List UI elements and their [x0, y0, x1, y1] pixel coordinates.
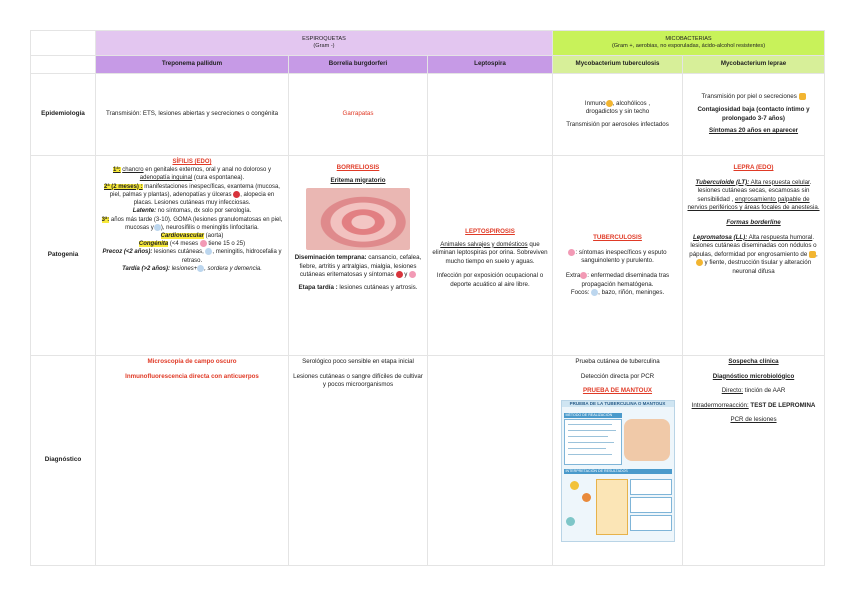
epi-leprae [683, 74, 825, 156]
result-icon-1 [570, 481, 579, 490]
orina-text: que eliminan leptospiras por orina. Sobreviven mucho tiempo en suelo y aguas. [432, 240, 548, 265]
diag-trep-2: Inmunofluorescencia directa con anticuerpos [125, 372, 259, 380]
diag-borr-1: Serológico poco sensible en etapa inicial [302, 358, 414, 365]
result-icon-2 [582, 493, 591, 502]
epi-leprae-2: Contagiosidad baja (contacto íntimo y prolongado 3-7 años) [697, 105, 810, 122]
stage-3-text: años más tarde (3-10). GOMA (lesiones granulomatosas en piel, mucosas y [109, 216, 283, 231]
infographic-title: PRUEBA DE LA TUBERCULINA O MANTOUX [562, 401, 674, 407]
tuberculoide-text: . lesiones cutáneas secas, escamosas sin sensibilidad , [697, 178, 812, 203]
tardia-text: lesiones+ [170, 266, 198, 273]
infographic-method-bar: MÉTODO DE REALIZACIÓN [564, 413, 622, 418]
lepra-borderline: - Formas borderline [687, 219, 820, 228]
row-patogenia [31, 156, 825, 356]
stage-2-tag: 2ª (2 meses) : [104, 183, 143, 190]
diag-tb-1: Prueba cutánea de tuberculina [575, 358, 660, 365]
result-box-1 [630, 479, 672, 495]
leptospirosis-animales [432, 241, 548, 267]
stage-1-text: en genitales externos, oral y anal no doloroso y [143, 167, 271, 174]
comparison-table [30, 30, 825, 566]
pulmonar-text: : síntomas inespecíficos y esputo sanguinolento y purulento. [575, 248, 667, 265]
micobacterias-subtitle: (Gram +, aerobias, no esporuladas, ácido-alcohol resistentes) [611, 43, 766, 49]
ear-icon [696, 259, 703, 266]
tuberculoide-nervios: engrosamiento palpable de nervios periféricos y áreas focales de anestesia. [687, 195, 820, 212]
diseminacion-tag: Diseminación temprana: [294, 254, 367, 262]
congenita-text-2: tiene 15 o 25) [206, 241, 246, 248]
sifilis-latente [100, 207, 284, 215]
directo-tag: Directo: [721, 387, 744, 395]
focos-text: , bazo, riñón, meninges. [598, 289, 665, 297]
eritema-title: Eritema migratorio [330, 176, 386, 184]
column-header-tuberculosis: Mycobacterium tuberculosis [553, 56, 683, 74]
precoz-text-2: , meningitis, hidrocefalia y retraso. [181, 249, 282, 264]
diag-lep-5: - PCR de lesiones [687, 416, 820, 425]
chancro-text: chancro [122, 167, 144, 174]
etapa-tardia [293, 284, 423, 293]
epi-leprae-1: Transmisión por piel o secreciones [701, 93, 797, 101]
epi-leptospira [428, 74, 553, 156]
leptospirosis-ocupacional: Infección por exposición ocupacional o deporte acuático al aire libre. [436, 272, 544, 288]
tuberculosis-title: TUBERCULOSIS [593, 234, 642, 241]
congenita-tag: Congénita [138, 241, 169, 248]
espiroquetas-header [96, 31, 553, 56]
latente-tag: Latente: [132, 208, 157, 215]
sifilis-cardiovascular [100, 232, 284, 240]
directo-text: tinción de AAR [743, 387, 786, 395]
column-header-leprae: Mycobacterium leprae [683, 56, 825, 74]
column-header-treponema: Treponema pallidum [96, 56, 289, 74]
sifilis-tardia [100, 265, 284, 273]
immunosuppressed-emoji-icon [606, 100, 613, 107]
stage-3-text-2: ), neurosífilis o meningitis linfocitaria. [160, 224, 259, 231]
epi-treponema: Transmisión: ETS, lesiones abiertas y secreciones o congénita [96, 74, 289, 156]
pat-borrelia [289, 156, 428, 356]
result-box-2 [630, 497, 672, 513]
diag-borrelia [289, 356, 428, 566]
corner-cell-2 [31, 56, 96, 74]
adenopatia-text: adenopatía inguinal [139, 175, 193, 182]
epi-tuberculosis [553, 74, 683, 156]
pat-leprae [683, 156, 825, 356]
mantoux-infographic [561, 400, 675, 542]
diag-lep-1: Sospecha clínica [728, 358, 779, 365]
row-label-epidemiologia: Epidemiología [31, 74, 96, 156]
diseminacion-text: cansancio, cefalea, fiebre, artritis y artralgias, mialgia, lesiones cutáneas eritematosas y síntomas [299, 254, 422, 279]
tardia-text-2: , sordera y demencia. [204, 266, 262, 273]
pat-treponema [96, 156, 289, 356]
lepra-title: LEPRA (EDO) [733, 164, 774, 171]
latente-text: no síntomas, dx solo por serología. [156, 208, 252, 215]
result-box-3 [630, 515, 672, 531]
intradermo-tag: Intradermorreacción: [691, 401, 749, 409]
lepromatosa-text-2: y fiente, destrucción tisular y alteración neuronal difusa [702, 259, 812, 276]
lepromatosa-tag: Lepromatosa (LL): [692, 233, 748, 241]
summary-sheet [30, 30, 824, 566]
diag-borr-2: Lesiones cutáneas o sangre difíciles de cultivar y pocos microorganismos [293, 372, 423, 389]
espiroquetas-title: ESPIROQUETAS [302, 36, 346, 42]
pregnant-icon [200, 240, 207, 247]
extra-tag: Extra [565, 272, 581, 280]
species-header-row [31, 56, 825, 74]
epi-tb-1: Inmuno [584, 99, 606, 107]
syringe-panel [596, 479, 628, 535]
tardia-tag: Tardía (>2 años): [122, 266, 171, 273]
group-header-row [31, 31, 825, 56]
arm-illustration [624, 419, 670, 461]
diag-leprae [683, 356, 825, 566]
etapa-tardia-tag: Etapa tardía : [298, 284, 338, 292]
brain-icon [409, 271, 416, 278]
row-label-diagnostico: Diagnóstico [31, 356, 96, 566]
stage-2-text-2: , alopecia en placas. Lesiones cutáneas muy infecciosas. [133, 191, 275, 207]
leptospirosis-title: LEPTOSPIROSIS [465, 228, 515, 235]
epi-tb-2: , alcohólicos , [612, 99, 651, 107]
intradermo-text: TEST DE LEPROMINA [748, 401, 816, 409]
diag-tb-2: Detección directa por PCR [580, 372, 655, 380]
tuberculosis-focos [557, 289, 678, 298]
sifilis-precoz [100, 248, 284, 264]
stage-1-end: (cura espontanea). [192, 175, 245, 182]
stage-3-tag: 3ª: [101, 216, 110, 223]
lepromatosa-comma: , [816, 250, 818, 258]
epi-borrelia: Garrapatas [289, 74, 428, 156]
etapa-tardia-text: lesiones cutáneas y artrosis. [337, 284, 418, 292]
espiroquetas-subtitle: (Gram -) [313, 43, 335, 49]
pointing-down-hand-icon [799, 93, 806, 100]
focos-tag: Focos: [570, 289, 590, 297]
lepra-tuberculoide [687, 179, 820, 213]
precoz-text: lesiones cutáneas, [152, 249, 204, 256]
lepromatosa-text: . lesiones cutáneas diseminadas con nódulos o pápulas, deformidad por engrosamiento de [689, 233, 817, 258]
hand-icon [809, 251, 816, 258]
epi-leprae-3: Síntomas 20 años en aparecer [708, 127, 799, 135]
row-diagnostico [31, 356, 825, 566]
precoz-tag: Precoz (<2 años): [102, 249, 153, 256]
erythema-migrans-image [306, 188, 410, 250]
row-label-patogenia: Patogenia [31, 156, 96, 356]
infographic-method-box [564, 419, 622, 465]
diag-treponema [96, 356, 289, 566]
heart-icon [396, 271, 403, 278]
corner-cell [31, 31, 96, 56]
diseminacion-text-2: y [402, 271, 408, 279]
tuberculoide-respuesta: Alta respuesta celular [749, 178, 810, 186]
epi-tb-3: drogadictos y sin techo [585, 108, 650, 116]
diag-tuberculosis [553, 356, 683, 566]
diag-lep-3 [687, 387, 820, 396]
diag-lep-2: Diagnóstico microbiológico [712, 372, 795, 380]
pat-tuberculosis [553, 156, 683, 356]
sifilis-terciaria [100, 216, 284, 232]
row-epidemiologia [31, 74, 825, 156]
diag-trep-1: Microscopía de campo oscuro [147, 358, 237, 365]
stage-1-tag: 1ª: [112, 167, 121, 174]
cardio-tag: Cardiovascular [160, 232, 204, 239]
diseminacion-temprana [293, 254, 423, 280]
extra-text: : enfermedad diseminada tras propagación hematógena. [581, 272, 670, 288]
congenita-text: (<4 meses [168, 241, 200, 248]
lepra-lepromatosa [687, 234, 820, 277]
lepromatosa-respuesta: Alta respuesta humoral [747, 233, 813, 241]
cardio-text: (aorta) [204, 232, 224, 239]
stage-2-text: manifestaciones inespecíficas, exantema (mucosa, piel, palmas y plantas), adenopatías y úlceras [109, 183, 280, 198]
sifilis-title: SÍFILIS (EDO) [172, 159, 212, 165]
diag-lep-4 [687, 402, 820, 411]
micobacterias-title: MICOBACTERIAS [665, 36, 712, 42]
bone-icon [154, 224, 161, 231]
tuberculoide-tag: Tuberculoide (LT): [695, 178, 750, 186]
infographic-results-bar: INTERPRETACIÓN DE RESULTADOS [564, 469, 672, 474]
sifilis-primaria [100, 166, 284, 182]
tuberculosis-extra [557, 272, 678, 289]
column-header-borrelia: Borrelia burgdorferi [289, 56, 428, 74]
column-header-leptospira: Leptospira [428, 56, 553, 74]
borreliosis-title: BORRELIOSIS [336, 164, 380, 171]
result-icon-3 [566, 517, 575, 526]
micobacterias-header [553, 31, 825, 56]
sifilis-congenita [100, 240, 284, 248]
animales-text: Animales salvajes y domésticos [440, 240, 528, 248]
tuberculosis-pulmonar [557, 249, 678, 266]
diag-leptospira [428, 356, 553, 566]
epi-tb-4: Transmisión por aerosoles infectados [566, 120, 669, 128]
pat-leptospira [428, 156, 553, 356]
diag-tb-3: PRUEBA DE MANTOUX [582, 387, 653, 395]
sifilis-secundaria [100, 183, 284, 208]
